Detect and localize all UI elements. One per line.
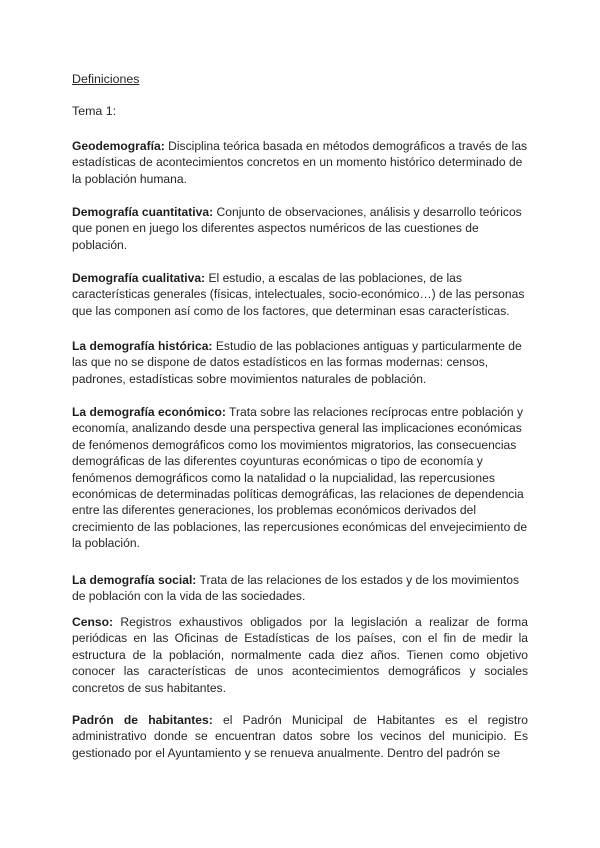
definition-term: La demografía histórica:: [72, 339, 213, 353]
document-heading: Definiciones: [72, 72, 140, 86]
definition-term: Geodemografía:: [72, 139, 165, 153]
definition-text: Registros exhaustivos obligados por la legislación a realizar de forma periódicas en las Oficinas de Estadísticas de los países, con el fin de medir la estructura de la población, normalmente cada diez años. Tienen como objetivo conocer las características de unos acontecimientos demográficos y sociales concretos de sus habitantes.: [72, 615, 528, 695]
definition-text: Trata de las relaciones de los estados y de los movimientos de población con la vida de las sociedades.: [72, 573, 520, 604]
definition-term: Demografía cualitativa:: [72, 271, 206, 285]
definition-text: el Padrón Municipal de Habitantes es el registro administrativo donde se encuentran datos sobre los vecinos del municipio. Es gestionado por el Ayuntamiento y se renueva anualmente. Dentro del padrón se: [72, 713, 528, 760]
definition-entry: [72, 138, 532, 187]
definition-text: Conjunto de observaciones, análisis y desarrollo teóricos que ponen en juego los diferentes aspectos numéricos de las cuestiones de población.: [72, 205, 522, 252]
definition-text: Trata sobre las relaciones recíprocas entre población y economía, analizando desde una perspectiva general las implicaciones económicas de fenómenos demográficos como los movimientos migratorios, las consecuencias demográficas de las diferentes coyunturas económicas o tipo de economía y fenómenos demográficos como la natalidad o la nupcialidad, las repercusiones económicas de determinadas políticas demográficas, las relaciones de dependencia entre las diferentes generaciones, los problemas económicos derivados del crecimiento de las poblaciones, las repercusiones económicas del envejecimiento de la población.: [72, 405, 528, 551]
definition-term: Censo:: [72, 615, 113, 629]
definition-entry: [72, 338, 532, 387]
definition-entry: [72, 270, 532, 319]
definition-term: La demografía económico:: [72, 405, 226, 419]
topic-label: Tema 1:: [72, 104, 117, 118]
definition-entry: [72, 404, 532, 552]
definition-text: Disciplina teórica basada en métodos demográficos a través de las estadísticas de acontecimientos concretos en un momento histórico determinado de la población humana.: [72, 139, 528, 186]
definition-text: Estudio de las poblaciones antiguas y particularmente de las que no se dispone de datos estadísticos en las formas modernas: censos, padrones, estadísticas sobre movimientos naturales de población.: [72, 339, 522, 386]
definition-entry: [72, 712, 528, 761]
definition-entry: [72, 572, 532, 605]
definition-term: Padrón de habitantes:: [72, 713, 213, 727]
definition-entry: [72, 204, 532, 253]
definition-term: Demografía cuantitativa:: [72, 205, 214, 219]
definition-term: La demografía social:: [72, 573, 197, 587]
definition-text: El estudio, a escalas de las poblaciones, de las características generales (físicas, intelectuales, socio-económico…) de las personas que las componen así como de los factores, que determinan esas características.: [72, 271, 525, 318]
definition-entry: [72, 614, 528, 696]
